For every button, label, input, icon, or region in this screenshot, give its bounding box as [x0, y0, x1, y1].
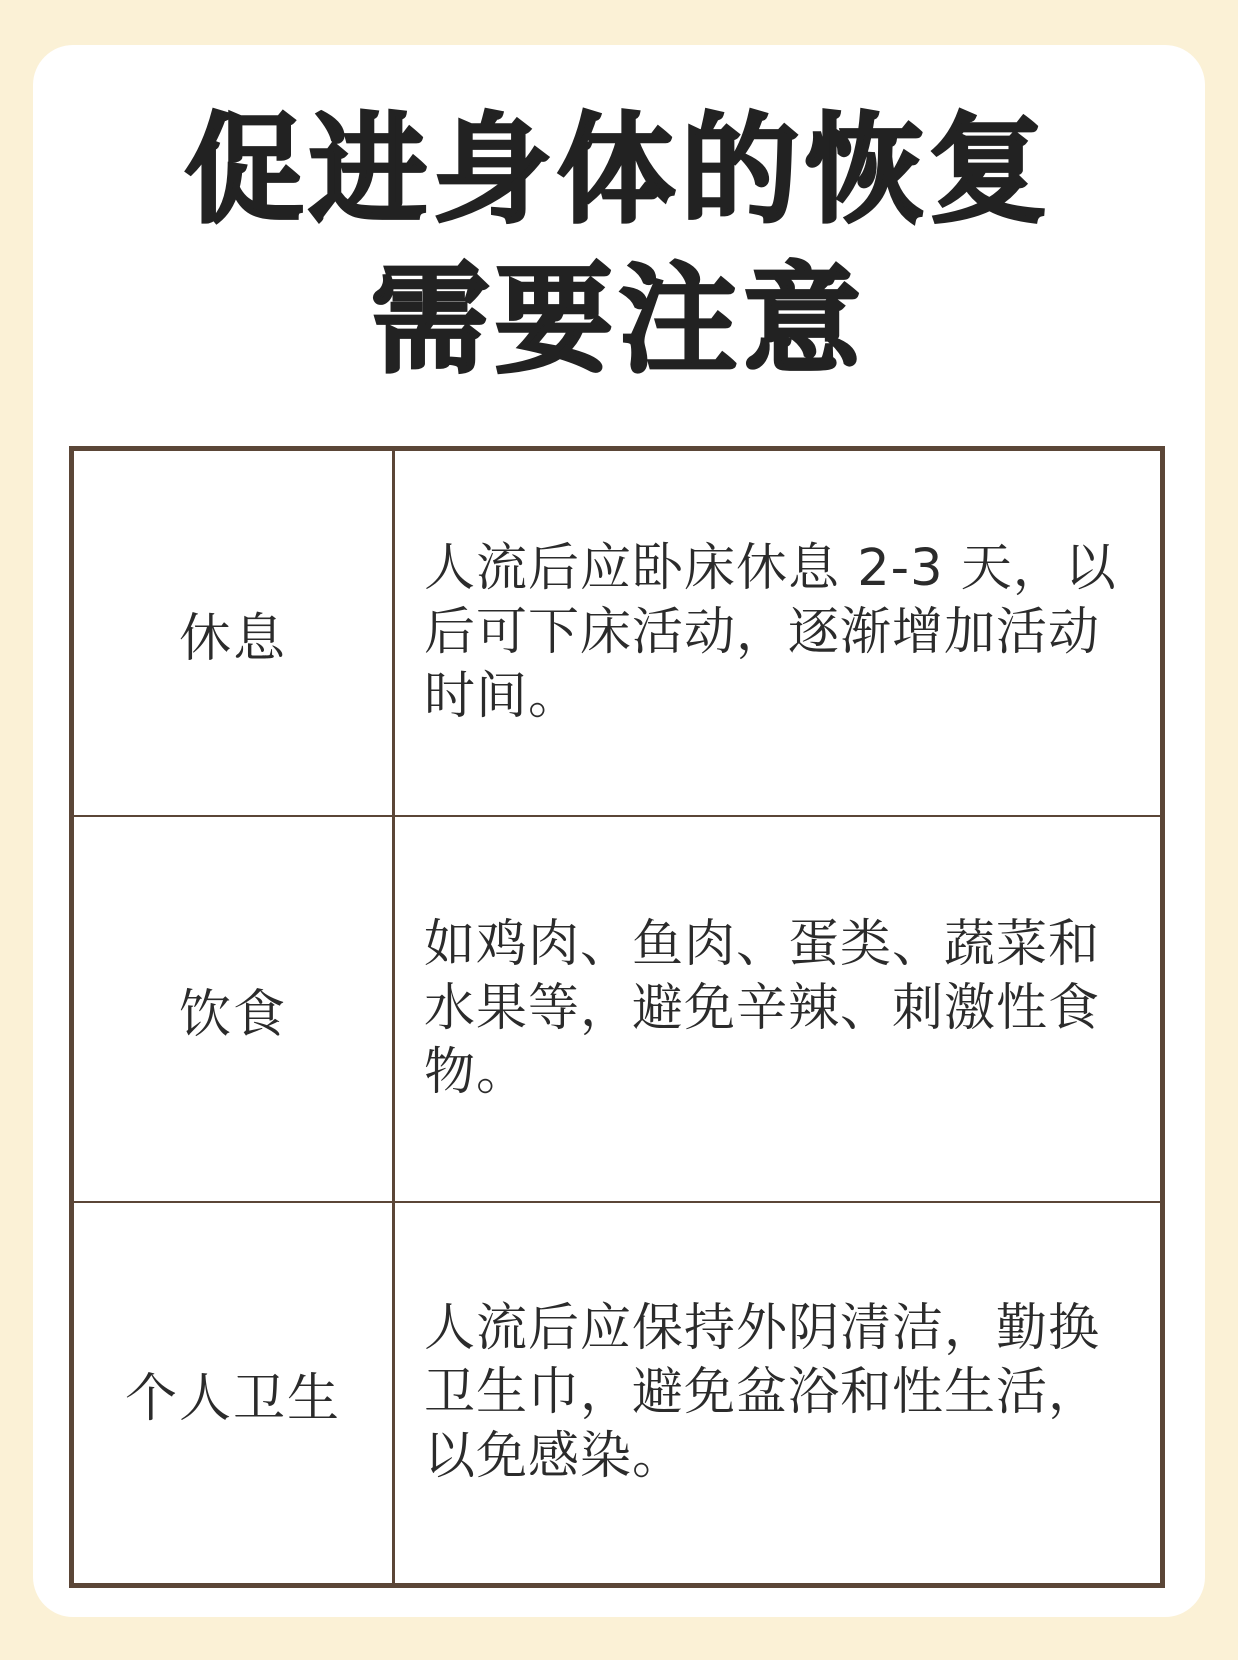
row-text-hygiene — [424, 1203, 1134, 1583]
row-text-rest — [424, 451, 1134, 815]
row-text-diet — [424, 817, 1134, 1201]
row-text: 人流后应卧床休息 2-3 天，以后可下床活动，逐渐增加活动时间。 — [424, 539, 1117, 726]
row-text: 人流后应保持外阴清洁，勤换卫生巾，避免盆浴和性生活，以免感染。 — [424, 1299, 1101, 1486]
title-line-2: 需要注意 — [370, 251, 867, 389]
page-title — [0, 95, 1238, 395]
title-line-1: 促进身体的恢复 — [184, 101, 1053, 239]
table-row — [74, 815, 1160, 1201]
table-row — [74, 451, 1160, 815]
row-label-diet: 饮食 — [178, 984, 287, 1045]
row-text: 如鸡肉、鱼肉、蛋类、蔬菜和水果等，避免辛辣、刺激性食物。 — [424, 915, 1101, 1102]
care-table — [69, 446, 1165, 1588]
row-label-hygiene: 个人卫生 — [124, 1368, 341, 1429]
table-row — [74, 1201, 1160, 1583]
row-label-rest: 休息 — [178, 608, 287, 669]
